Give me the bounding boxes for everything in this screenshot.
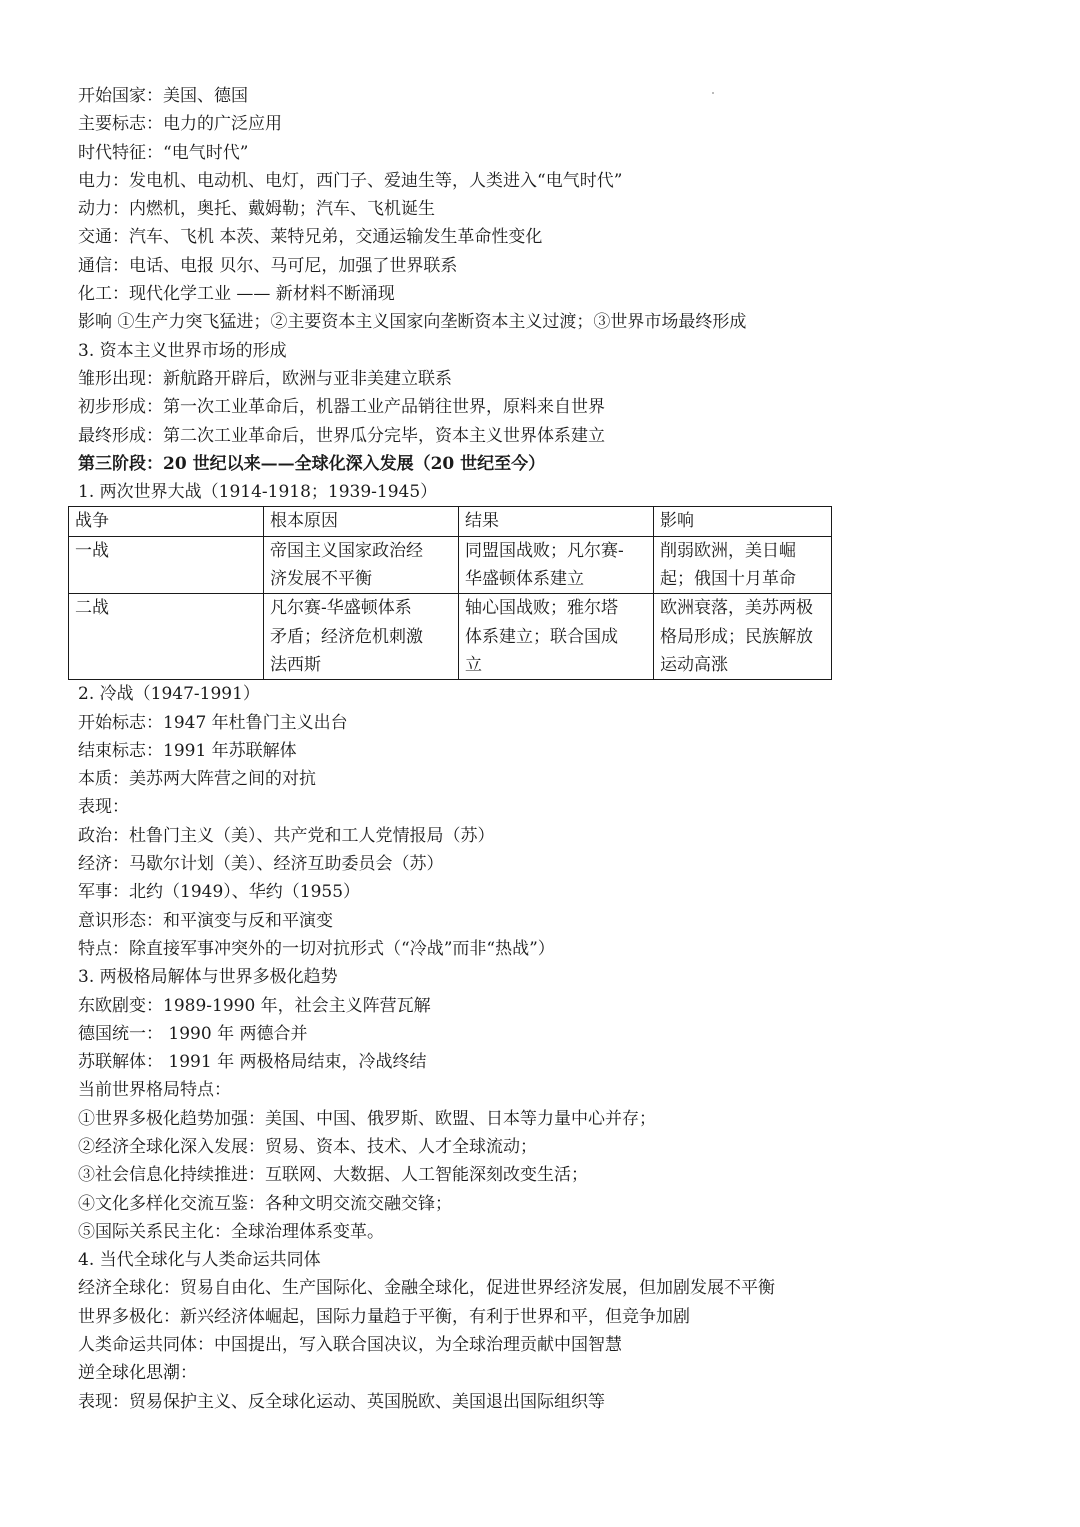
text-line: 最终形成：第二次工业革命后，世界瓜分完毕，资本主义世界体系建立 bbox=[78, 425, 605, 446]
text-line: 表现：贸易保护主义、反全球化运动、英国脱欧、美国退出国际组织等 bbox=[78, 1391, 605, 1412]
text-line: 意识形态：和平演变与反和平演变 bbox=[78, 910, 333, 931]
table-row bbox=[69, 536, 832, 594]
text-line: ③社会信息化持续推进：互联网、大数据、人工智能深刻改变生活； bbox=[78, 1165, 588, 1186]
text-line: ④文化多样化交流互鉴：各种文明交流交融交锋； bbox=[78, 1193, 452, 1214]
text-line: 东欧剧变：1989-1990 年，社会主义阵营瓦解 bbox=[78, 995, 431, 1016]
text-line: 逆全球化思潮： bbox=[78, 1363, 197, 1384]
text-line: 2. 冷战（1947-1991） bbox=[78, 684, 260, 705]
world-wars-table bbox=[68, 506, 832, 680]
table-header-cell: 根本原因 bbox=[264, 507, 459, 536]
text-line: 化工：现代化学工业 —— 新材料不断涌现 bbox=[78, 284, 395, 305]
table-cell: 二战 bbox=[69, 594, 264, 680]
text-line: 动力：内燃机，奥托、戴姆勒；汽车、飞机诞生 bbox=[78, 199, 435, 220]
text-line: 经济全球化：贸易自由化、生产国际化、金融全球化，促进世界经济发展，但加剧发展不平衡 bbox=[78, 1278, 775, 1299]
text-line: 世界多极化：新兴经济体崛起，国际力量趋于平衡，有利于世界和平，但竞争加剧 bbox=[78, 1306, 690, 1327]
text-line: 电力：发电机、电动机、电灯，西门子、爱迪生等，人类进入“电气时代” bbox=[78, 170, 623, 191]
text-line: 人类命运共同体：中国提出，写入联合国决议，为全球治理贡献中国智慧 bbox=[78, 1335, 622, 1356]
document-page bbox=[75, 82, 1018, 1416]
text-line: 影响 ①生产力突飞猛进；②主要资本主义国家向垄断资本主义过渡；③世界市场最终形成 bbox=[78, 312, 747, 333]
text-line: 主要标志：电力的广泛应用 bbox=[78, 114, 282, 135]
text-line: 军事：北约（1949）、华约（1955） bbox=[78, 882, 361, 903]
text-line: 开始国家：美国、德国 bbox=[78, 86, 248, 106]
text-line: 本质：美苏两大阵营之间的对抗 bbox=[78, 769, 316, 790]
table-cell: 削弱欧洲，美日崛 起；俄国十月革命 bbox=[654, 536, 832, 594]
table-header-cell: 战争 bbox=[69, 507, 264, 536]
table-row bbox=[69, 594, 832, 680]
table-cell: 同盟国战败；凡尔赛- 华盛顿体系建立 bbox=[459, 536, 654, 594]
wars-heading: 1. 两次世界大战（1914-1918；1939-1945） bbox=[78, 482, 438, 503]
text-line: ①世界多极化趋势加强：美国、中国、俄罗斯、欧盟、日本等力量中心并存； bbox=[78, 1108, 656, 1129]
text-line: 苏联解体： 1991 年 两极格局结束，冷战终结 bbox=[78, 1052, 427, 1073]
text-line: 开始标志：1947 年杜鲁门主义出台 bbox=[78, 712, 348, 733]
table-header-cell: 影响 bbox=[654, 507, 832, 536]
text-line: 表现： bbox=[78, 797, 129, 818]
text-line: 时代特征：“电气时代” bbox=[78, 142, 249, 163]
table-cell: 轴心国战败；雅尔塔 体系建立；联合国成 立 bbox=[459, 594, 654, 680]
text-line: 雏形出现：新航路开辟后，欧洲与亚非美建立联系 bbox=[78, 368, 452, 389]
table-cell: 欧洲衰落，美苏两极 格局形成；民族解放 运动高涨 bbox=[654, 594, 832, 680]
text-line: 特点：除直接军事冲突外的一切对抗形式（“冷战”而非“热战”） bbox=[78, 938, 555, 959]
text-line: ⑤国际关系民主化：全球治理体系变革。 bbox=[78, 1221, 384, 1242]
text-line: 交通：汽车、飞机 本茨、莱特兄弟，交通运输发生革命性变化 bbox=[78, 227, 543, 248]
table-cell: 一战 bbox=[69, 536, 264, 594]
section-industrial-revolution bbox=[78, 82, 1018, 450]
table-header-cell: 结果 bbox=[459, 507, 654, 536]
stage-heading: 第三阶段：20 世纪以来——全球化深入发展（20 世纪至今） bbox=[78, 453, 546, 474]
text-line: 3. 两极格局解体与世界多极化趋势 bbox=[78, 967, 338, 988]
table-cell: 帝国主义国家政治经 济发展不平衡 bbox=[264, 536, 459, 594]
text-line: 经济：马歇尔计划（美）、经济互助委员会（苏） bbox=[78, 854, 444, 875]
text-line: 当前世界格局特点： bbox=[78, 1080, 231, 1101]
text-line: 4. 当代全球化与人类命运共同体 bbox=[78, 1250, 321, 1271]
text-line: ②经济全球化深入发展：贸易、资本、技术、人才全球流动； bbox=[78, 1136, 537, 1157]
table-header-row bbox=[69, 507, 832, 536]
text-line: 德国统一： 1990 年 两德合并 bbox=[78, 1023, 308, 1044]
text-line: 初步形成：第一次工业革命后，机器工业产品销往世界，原料来自世界 bbox=[78, 397, 605, 418]
text-line: 通信：电话、电报 贝尔、马可尼，加强了世界联系 bbox=[78, 255, 458, 276]
text-line: 结束标志：1991 年苏联解体 bbox=[78, 740, 297, 761]
text-line: 3. 资本主义世界市场的形成 bbox=[78, 340, 287, 361]
section-cold-war-and-globalization bbox=[78, 680, 1018, 1416]
table-cell: 凡尔赛-华盛顿体系 矛盾；经济危机刺激 法西斯 bbox=[264, 594, 459, 680]
text-line: 政治：杜鲁门主义（美）、共产党和工人党情报局（苏） bbox=[78, 825, 495, 846]
